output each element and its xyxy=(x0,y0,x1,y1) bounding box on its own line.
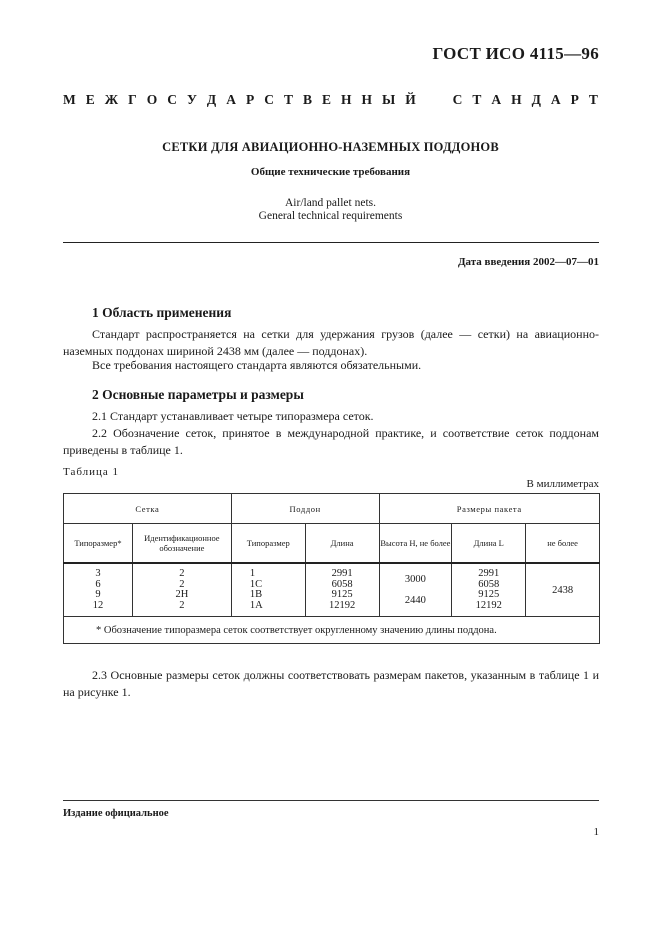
banner-letter: Т xyxy=(283,92,293,107)
english-title xyxy=(63,197,598,223)
banner-letter: Д xyxy=(531,92,541,107)
col-header-net-size: Типоразмер* xyxy=(64,524,133,564)
banner-letter: Й xyxy=(405,92,416,107)
banner-letter: Г xyxy=(128,92,137,107)
group-header-net: Сетка xyxy=(64,494,232,524)
banner-letter: В xyxy=(302,92,312,107)
cell-pallet-lengths: 2991 6058 9125 12192 xyxy=(305,563,379,617)
cell-package-width: 2438 xyxy=(526,563,600,617)
section-2-paragraph-2: 2.2 Обозначение сеток, принятое в международной практике, и соответствие сеток поддонам приведены в таблице 1. xyxy=(63,426,599,457)
banner-letter xyxy=(439,92,442,108)
edition-label: Издание официальное xyxy=(63,808,169,819)
cell-package-lengths: 2991 6058 9125 12192 xyxy=(452,563,526,617)
banner-letter: Р xyxy=(245,92,255,107)
cell-net-sizes: 3 6 9 12 xyxy=(64,563,133,617)
section-2-paragraph-3: 2.3 Основные размеры сеток должны соответствовать размерам пакетов, указанным в таблице 1 и на рисунке 1. xyxy=(63,668,599,699)
banner-letter: Ы xyxy=(382,92,396,107)
english-title-line-1: Air/land pallet nets. xyxy=(284,197,377,209)
standard-banner xyxy=(63,92,598,108)
document-title: СЕТКИ ДЛЯ АВИАЦИОННО-НАЗЕМНЫХ ПОДДОНОВ xyxy=(162,140,499,154)
banner-letter: С xyxy=(452,92,463,107)
section-1-paragraph-1: Стандарт распространяется на сетки для удержания грузов (далее — сетки) на авиационно-наземных поддонах шириной 2438 мм (далее — поддонах). xyxy=(63,327,599,358)
banner-letter: О xyxy=(146,92,158,107)
table-label: Таблица 1 xyxy=(63,466,120,478)
page-number: 1 xyxy=(593,826,599,838)
col-header-package-height: Высота H, не более xyxy=(379,524,452,564)
cell-pallet-sizes: 1 1C 1B 1A xyxy=(231,563,305,617)
document-subtitle: Общие технические требования xyxy=(250,166,411,178)
banner-letter: Е xyxy=(321,92,331,107)
section-2-paragraph-1: 2.1 Стандарт устанавливает четыре типоразмера сеток. xyxy=(92,409,374,423)
col-header-package-length: Длина L xyxy=(452,524,526,564)
cell-package-heights: 3000 2440 xyxy=(379,563,452,617)
banner-letter: М xyxy=(63,92,76,107)
col-header-pallet-size: Типоразмер xyxy=(231,524,305,564)
section-1-heading: 1 Область применения xyxy=(92,305,232,320)
col-header-pallet-length: Длина xyxy=(305,524,379,564)
banner-letter: С xyxy=(264,92,274,107)
table-1 xyxy=(63,493,600,644)
english-title-line-2: General technical requirements xyxy=(258,210,403,222)
col-header-net-id: Идентификационное обозначение xyxy=(132,524,231,564)
banner-letter: А xyxy=(226,92,236,107)
bottom-rule xyxy=(63,800,599,801)
cell-net-ids: 2 2 2H 2 xyxy=(132,563,231,617)
banner-letter: У xyxy=(186,92,197,107)
section-1-paragraph-2: Все требования настоящего стандарта являются обязательными. xyxy=(92,358,422,372)
group-header-package: Размеры пакета xyxy=(379,494,600,524)
banner-letter: Н xyxy=(511,92,522,107)
banner-letter xyxy=(426,92,429,108)
section-2-heading: 2 Основные параметры и размеры xyxy=(92,387,304,402)
banner-letter: Е xyxy=(85,92,95,107)
table-units: В миллиметрах xyxy=(526,478,599,490)
banner-letter: Р xyxy=(570,92,579,107)
banner-letter: Д xyxy=(206,92,217,107)
banner-letter: А xyxy=(491,92,502,107)
banner-letter: Н xyxy=(361,92,373,107)
banner-letter: Ж xyxy=(104,92,119,107)
banner-letter: Т xyxy=(588,92,598,107)
banner-letter: А xyxy=(550,92,561,107)
introduction-date: Дата введения 2002—07—01 xyxy=(457,256,599,268)
table-footnote: * Обозначение типоразмера сеток соответствует округленному значению длины поддона. xyxy=(64,617,600,644)
group-header-pallet: Поддон xyxy=(231,494,379,524)
col-header-package-width: не более xyxy=(526,524,600,564)
document-number: ГОСТ ИСО 4115—96 xyxy=(432,44,599,63)
banner-letter: Н xyxy=(341,92,352,107)
top-rule xyxy=(63,242,599,243)
banner-letter: С xyxy=(167,92,177,107)
banner-letter: Т xyxy=(472,92,482,107)
